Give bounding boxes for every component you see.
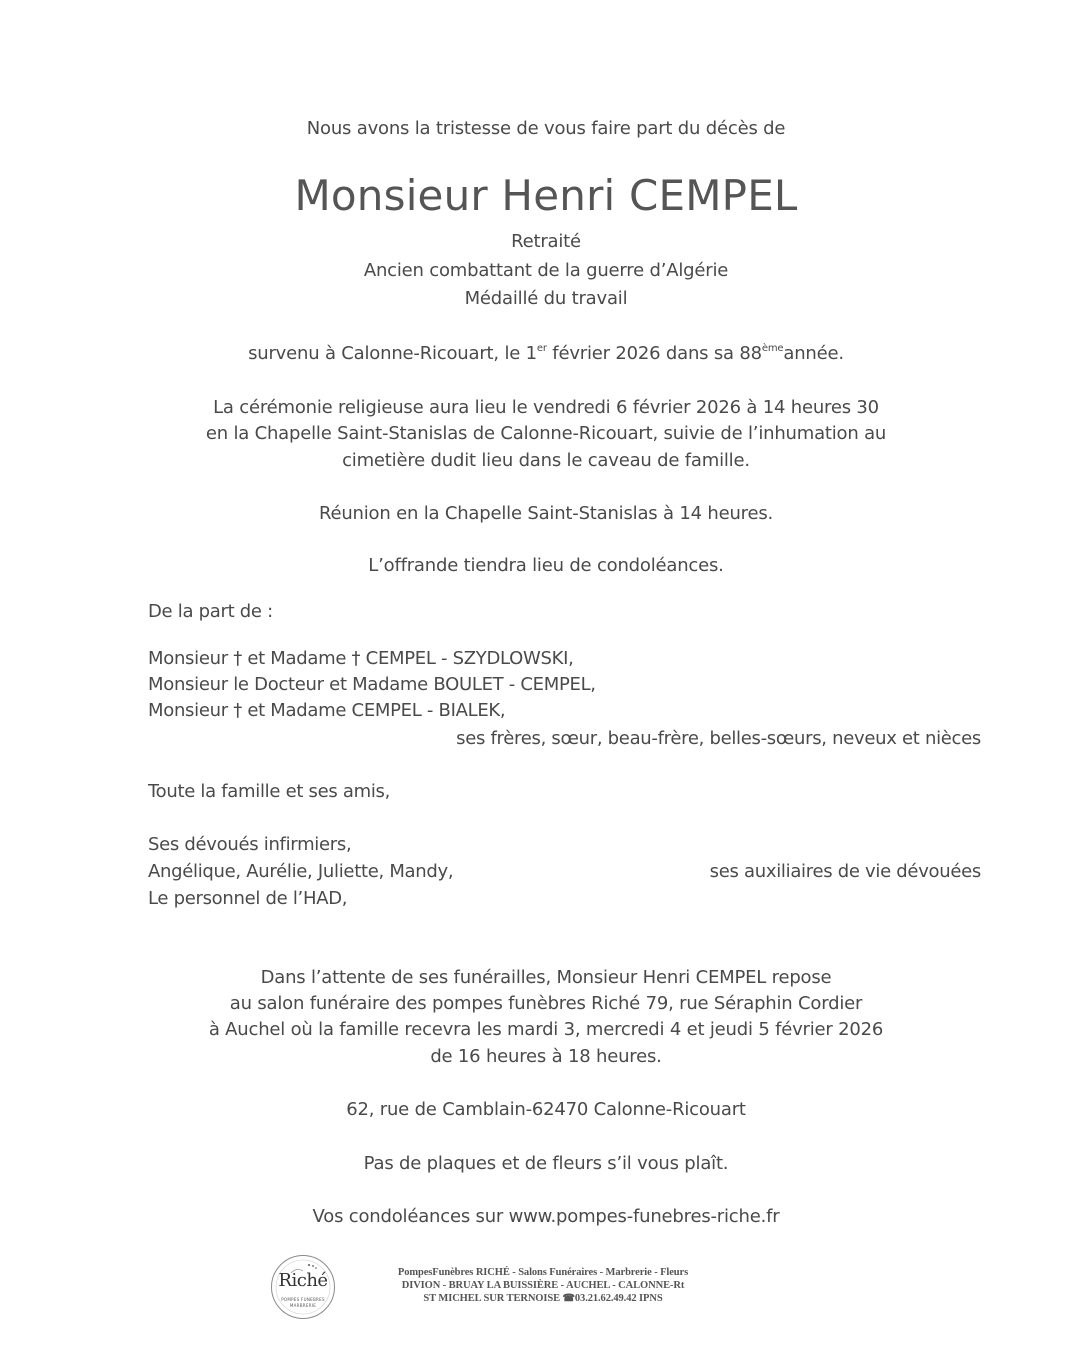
logo-brand: Riché <box>278 1270 328 1291</box>
offering-text: L’offrande tiendra lieu de condoléances. <box>368 555 724 576</box>
riche-logo <box>271 1255 335 1319</box>
intro-text: Nous avons la tristesse de vous faire part du décès de <box>306 118 786 139</box>
condolences-link[interactable]: Vos condoléances sur www.pompes-funebres-riche.fr <box>312 1206 780 1227</box>
family-member: Monsieur † et Madame CEMPEL - BIALEK, <box>148 700 506 721</box>
footer-line-2: DIVION - BRUAY LA BUISSIÈRE - AUCHEL - CALONNE-Rt <box>401 1280 685 1291</box>
death-suffix: année. <box>783 343 844 364</box>
logo-line-2: MARBRERIE <box>289 1303 317 1308</box>
ceremony-line-3: cimetière dudit lieu dans le caveau de famille. <box>342 450 750 471</box>
title-retired: Retraité <box>511 231 581 252</box>
caregiver-line: Angélique, Aurélie, Juliette, Mandy, <box>148 861 454 882</box>
ceremony-line-2: en la Chapelle Saint-Stanislas de Calonne-Ricouart, suivie de l’inhumation au <box>205 423 887 444</box>
footer-line-3 <box>362 1292 724 1305</box>
footer-phone: 03.21.62.49.42 IPNS <box>574 1293 663 1304</box>
title-medal: Médaillé du travail <box>464 288 628 309</box>
death-middle: février 2026 dans sa 88 <box>546 343 762 364</box>
viewing-line-3: à Auchel où la famille recevra les mardi 3, mercredi 4 et jeudi 5 février 2026 <box>208 1019 884 1040</box>
footer-line-3-prefix: ST MICHEL SUR TERNOISE <box>423 1293 563 1304</box>
ceremony-line-1: La cérémonie religieuse aura lieu le vendredi 6 février 2026 à 14 heures 30 <box>213 397 879 418</box>
viewing-line-1: Dans l’attente de ses funérailles, Monsieur Henri CEMPEL repose <box>260 967 832 988</box>
friends-text: Toute la famille et ses amis, <box>148 781 391 802</box>
death-info <box>0 341 1092 367</box>
family-relation: ses frères, sœur, beau-frère, belles-sœurs, neveux et nièces <box>456 728 981 749</box>
home-address: 62, rue de Camblain-62470 Calonne-Ricouart <box>346 1099 746 1120</box>
logo-line-1: POMPES FUNEBRES <box>281 1297 325 1302</box>
caregiver-line: Ses dévoués infirmiers, <box>148 834 352 855</box>
death-prefix: survenu à Calonne-Ricouart, le 1 <box>248 343 537 364</box>
death-sup-eme: ème <box>761 343 784 354</box>
phone-icon: ☎ <box>562 1293 575 1304</box>
no-flowers-text: Pas de plaques et de fleurs s’il vous plaît. <box>363 1153 729 1174</box>
family-member: Monsieur † et Madame † CEMPEL - SZYDLOWSKI, <box>148 648 574 669</box>
viewing-line-4: de 16 heures à 18 heures. <box>430 1046 662 1067</box>
caregivers-relation: ses auxiliaires de vie dévouées <box>709 861 981 882</box>
viewing-line-2: au salon funéraire des pompes funèbres Riché 79, rue Séraphin Cordier <box>229 993 863 1014</box>
family-member: Monsieur le Docteur et Madame BOULET - CEMPEL, <box>148 674 596 695</box>
caregiver-line: Le personnel de l’HAD, <box>148 888 348 909</box>
title-veteran: Ancien combattant de la guerre d’Algérie <box>363 260 729 281</box>
footer-line-1: PompesFunèbres RICHÉ - Salons Funéraires - Marbrerie - Fleurs <box>397 1267 689 1278</box>
death-sup-er: er <box>536 343 547 354</box>
deceased-name: Monsieur Henri CEMPEL <box>294 171 798 220</box>
footer-company-info <box>362 1266 724 1305</box>
from-label: De la part de : <box>148 601 273 622</box>
reunion-text: Réunion en la Chapelle Saint-Stanislas à 14 heures. <box>318 503 774 524</box>
